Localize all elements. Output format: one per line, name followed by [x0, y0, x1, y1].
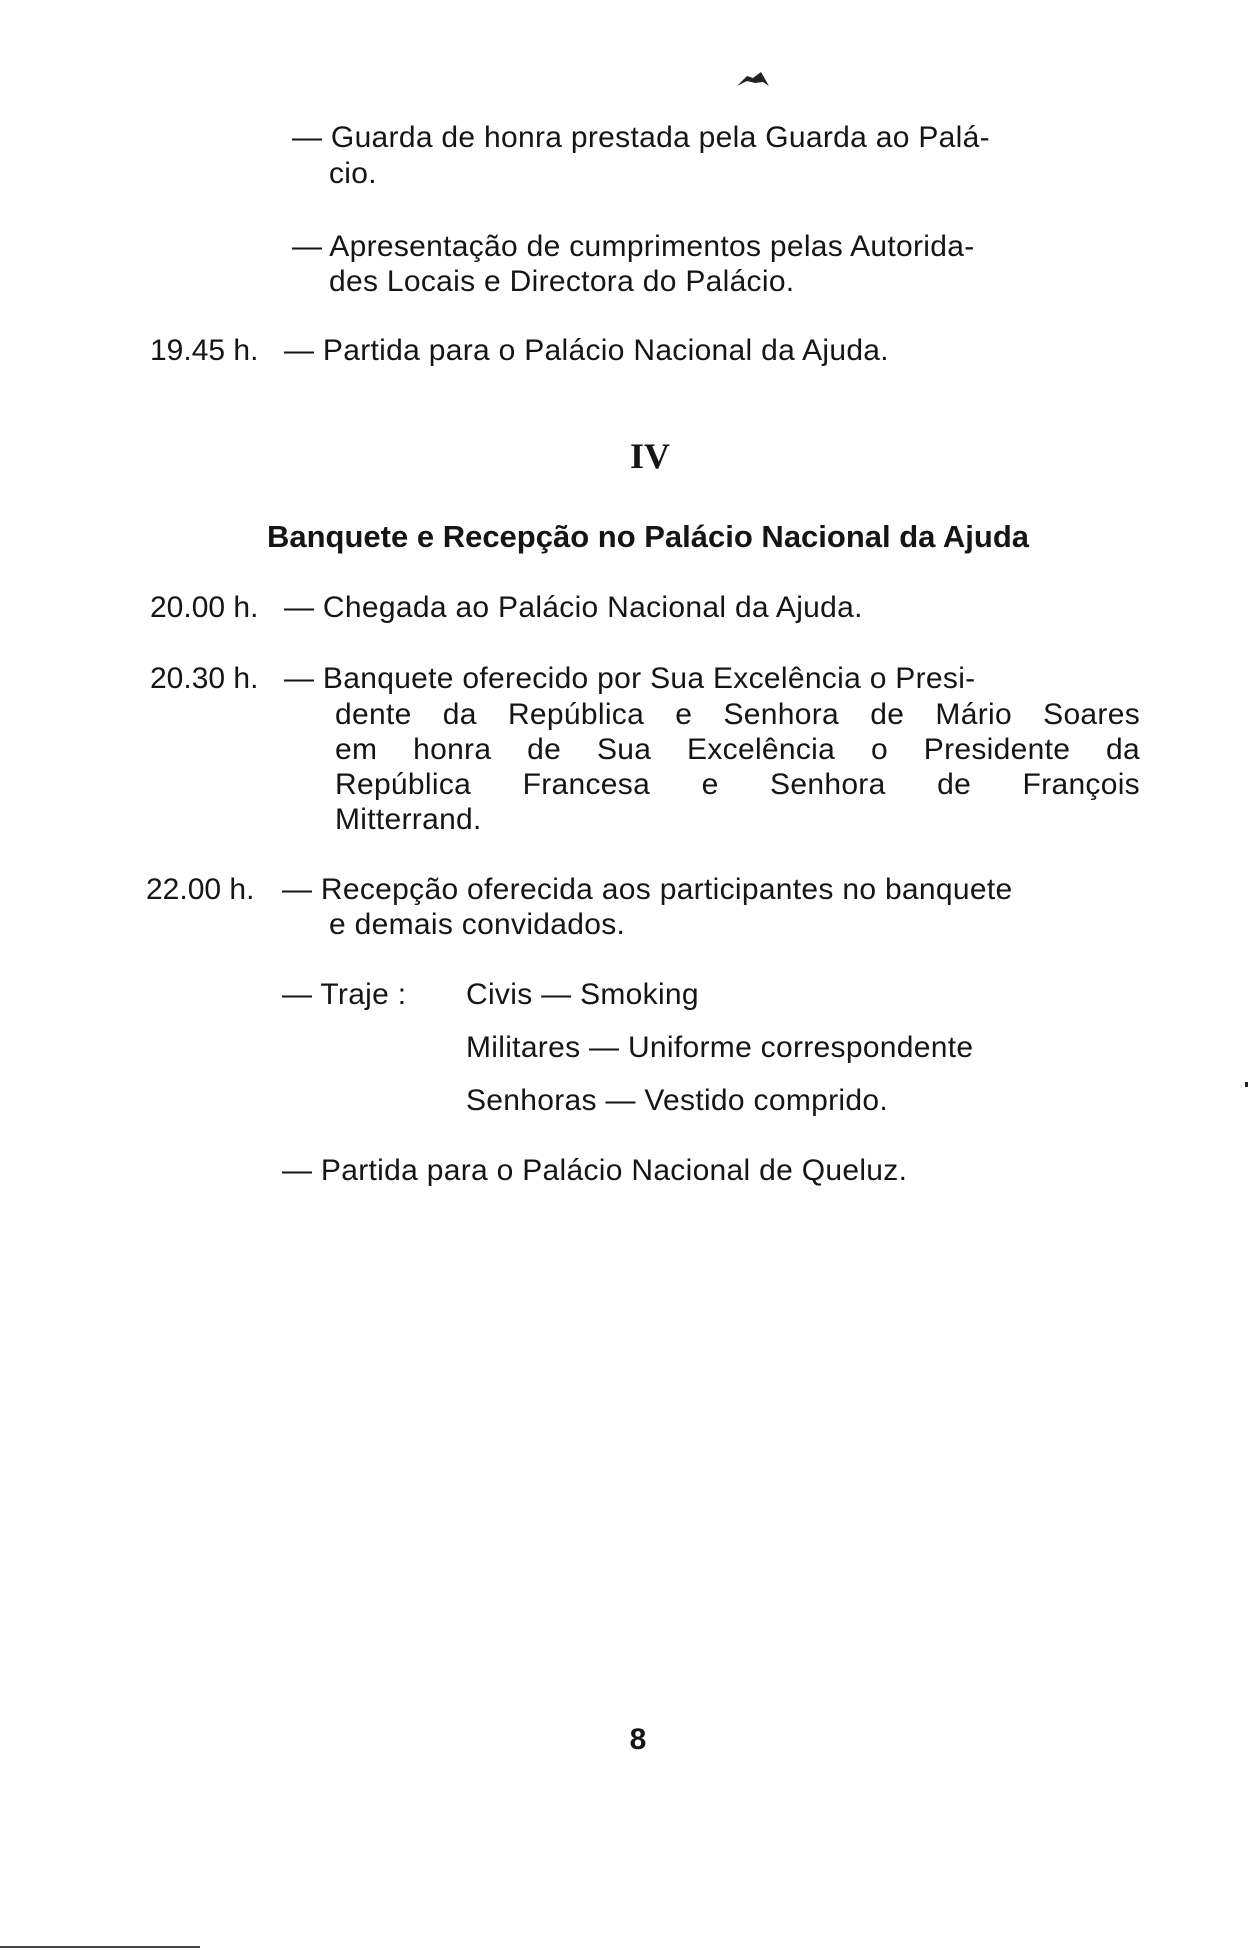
time-2000: 20.00 h.	[150, 591, 259, 624]
page-number: 8	[629, 1723, 647, 1756]
reception-line-1: — Recepção oferecida aos participantes no banquete	[282, 873, 1013, 906]
banquet-line-2: dente da República e Senhora de Mário Soares	[335, 698, 1140, 731]
section-number: IV	[629, 436, 670, 476]
printer-mark-icon	[733, 66, 773, 90]
dress-civis: Civis — Smoking	[466, 978, 699, 1011]
time-2200: 22.00 h.	[146, 873, 255, 906]
compliments-line-2: des Locais e Directora do Palácio.	[329, 265, 795, 298]
dress-senhoras: Senhoras — Vestido comprido.	[466, 1084, 888, 1117]
departure-ajuda-text: — Partida para o Palácio Nacional da Ajuda.	[284, 334, 889, 367]
dress-militares: Militares — Uniforme correspondente	[466, 1031, 974, 1064]
guard-of-honour-line-1: — Guarda de honra prestada pela Guarda ao Palá-	[292, 121, 990, 154]
guard-of-honour-line-2: cio.	[329, 157, 377, 190]
dress-code-label: — Traje :	[282, 978, 407, 1011]
bottom-edge-rule	[0, 1946, 200, 1948]
banquet-line-4: República Francesa e Senhora de François	[335, 768, 1140, 801]
banquet-line-1: — Banquete oferecido por Sua Excelência o Presi-	[284, 662, 976, 695]
section-heading: Banquete e Recepção no Palácio Nacional da Ajuda	[266, 519, 1029, 554]
departure-queluz-text: — Partida para o Palácio Nacional de Queluz.	[282, 1154, 908, 1187]
time-2030: 20.30 h.	[150, 662, 259, 695]
reception-line-2: e demais convidados.	[329, 908, 626, 941]
banquet-line-5: Mitterrand.	[335, 803, 482, 836]
time-1945: 19.45 h.	[150, 334, 259, 367]
banquet-line-3: em honra de Sua Excelência o Presidente da	[335, 733, 1140, 766]
compliments-line-1: — Apresentação de cumprimentos pelas Autorida-	[292, 230, 975, 263]
arrival-ajuda-text: — Chegada ao Palácio Nacional da Ajuda.	[284, 591, 863, 624]
